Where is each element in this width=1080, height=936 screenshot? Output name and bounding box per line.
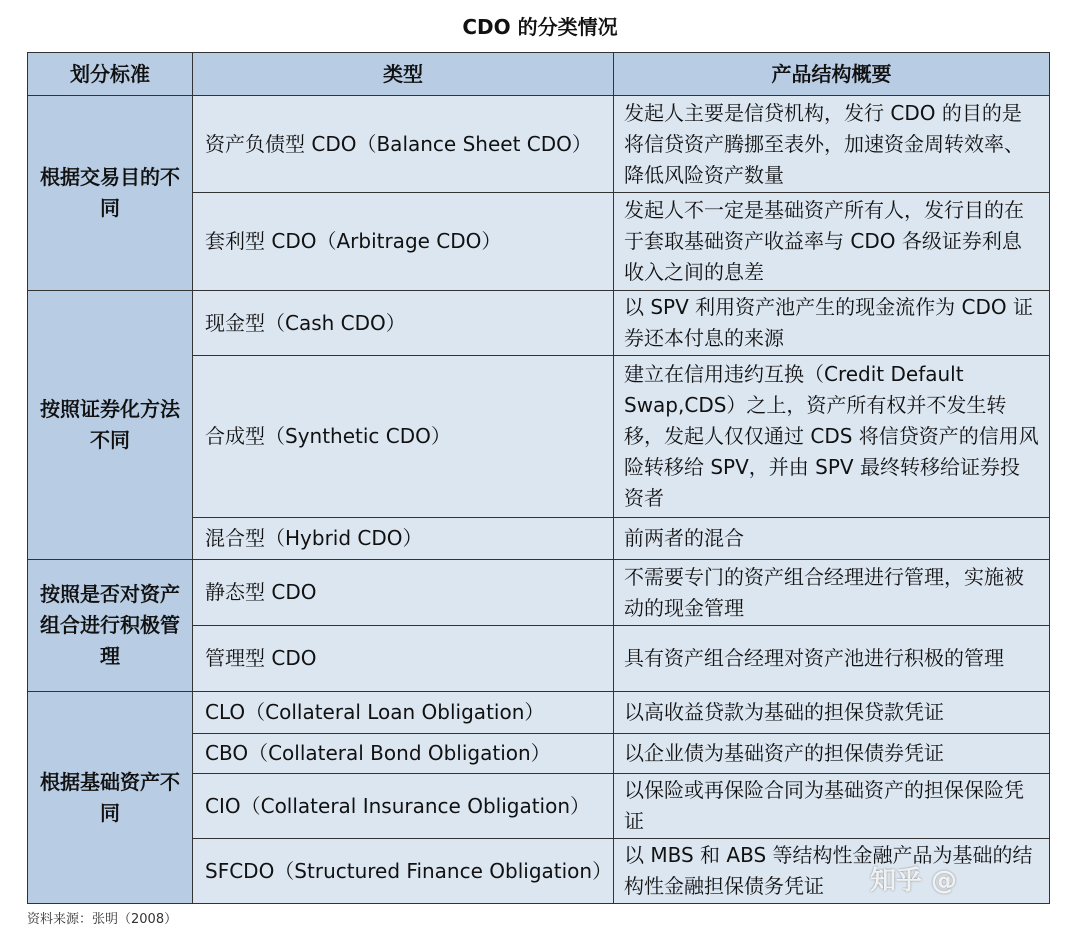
type-cell: 资产负债型 CDO（Balance Sheet CDO）	[193, 96, 614, 193]
summary-cell: 以 SPV 利用资产池产生的现金流作为 CDO 证券还本付息的来源	[614, 291, 1050, 356]
header-row	[28, 53, 1050, 96]
summary-cell: 前两者的混合	[614, 518, 1050, 560]
criteria-cell: 根据交易目的不同	[28, 96, 193, 291]
type-cell: SFCDO（Structured Finance Obligation）	[193, 839, 614, 904]
summary-cell: 具有资产组合经理对资产池进行积极的管理	[614, 626, 1050, 692]
summary-cell: 发起人不一定是基础资产所有人，发行目的在于套取基础资产收益率与 CDO 各级证券利息收入之间的息差	[614, 193, 1050, 291]
summary-cell: 发起人主要是信贷机构，发行 CDO 的目的是将信贷资产腾挪至表外，加速资金周转效率、降低风险资产数量	[614, 96, 1050, 193]
summary-cell: 以高收益贷款为基础的担保贷款凭证	[614, 692, 1050, 734]
type-cell: 静态型 CDO	[193, 560, 614, 626]
criteria-cell: 根据基础资产不同	[28, 692, 193, 904]
type-cell: 现金型（Cash CDO）	[193, 291, 614, 356]
table-row	[28, 291, 1050, 356]
table-row	[28, 96, 1050, 193]
table-title: CDO 的分类情况	[462, 15, 618, 39]
type-cell: 混合型（Hybrid CDO）	[193, 518, 614, 560]
summary-cell: 以 MBS 和 ABS 等结构性金融产品为基础的结构性金融担保债务凭证	[614, 839, 1050, 904]
summary-cell: 以企业债为基础资产的担保债券凭证	[614, 734, 1050, 774]
type-cell: 套利型 CDO（Arbitrage CDO）	[193, 193, 614, 291]
type-cell: CBO（Collateral Bond Obligation）	[193, 734, 614, 774]
criteria-cell: 按照是否对资产组合进行积极管理	[28, 560, 193, 692]
source-note: 资料来源：张明（2008）	[27, 912, 178, 927]
type-cell: 管理型 CDO	[193, 626, 614, 692]
type-cell: CLO（Collateral Loan Obligation）	[193, 692, 614, 734]
summary-cell: 不需要专门的资产组合经理进行管理，实施被动的现金管理	[614, 560, 1050, 626]
watermark: 知乎 @	[870, 866, 958, 896]
header-type: 类型	[193, 53, 614, 96]
summary-cell: 建立在信用违约互换（Credit Default Swap,CDS）之上，资产所有权并不发生转移，发起人仅仅通过 CDS 将信贷资产的信用风险转移给 SPV，并由 SPV 最终转移给证券投资者	[614, 356, 1050, 518]
header-criteria: 划分标准	[28, 53, 193, 96]
cdo-classification-table	[27, 52, 1050, 904]
criteria-cell: 按照证券化方法不同	[28, 291, 193, 560]
header-summary: 产品结构概要	[614, 53, 1050, 96]
table-row	[28, 560, 1050, 626]
summary-cell: 以保险或再保险合同为基础资产的担保保险凭证	[614, 774, 1050, 839]
type-cell: CIO（Collateral Insurance Obligation）	[193, 774, 614, 839]
type-cell: 合成型（Synthetic CDO）	[193, 356, 614, 518]
table-row	[28, 692, 1050, 734]
